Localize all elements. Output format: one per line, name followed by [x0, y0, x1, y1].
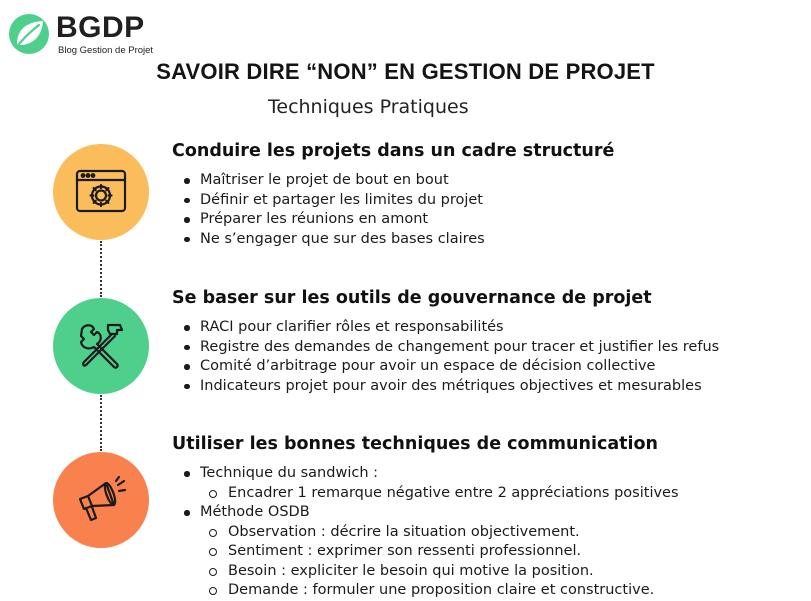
section-2-list: [182, 318, 719, 396]
list-item: Définir et partager les limites du projet: [182, 191, 485, 211]
list-item: Indicateurs projet pour avoir des métriques objectives et mesurables: [182, 377, 719, 397]
list-item: Méthode OSDB: [182, 503, 679, 523]
list-subitem: Encadrer 1 remarque négative entre 2 appréciations positives: [182, 484, 679, 504]
list-item: Technique du sandwich :: [182, 464, 679, 484]
section-3-list: [182, 464, 679, 601]
list-item: Comité d’arbitrage pour avoir un espace de décision collective: [182, 357, 719, 377]
list-item: Préparer les réunions en amont: [182, 210, 485, 230]
wrench-hammer-icon: [72, 317, 130, 375]
list-item: RACI pour clarifier rôles et responsabilités: [182, 318, 719, 338]
megaphone-icon: [72, 471, 130, 529]
brand-tagline: Blog Gestion de Projet: [58, 45, 154, 56]
section-1-icon-circle: [53, 144, 149, 240]
list-subitem: Besoin : expliciter le besoin qui motive la position.: [182, 562, 679, 582]
list-item: Maîtriser le projet de bout en bout: [182, 171, 485, 191]
section-1-list: [182, 171, 485, 249]
brand-logo: [8, 10, 158, 56]
connector-dots: [100, 395, 102, 451]
connector-dots: [100, 241, 102, 297]
brand-name: BGDP: [56, 11, 145, 44]
settings-window-icon: [72, 163, 130, 221]
list-subitem: Demande : formuler une proposition claire et constructive.: [182, 581, 679, 601]
list-subitem: Observation : décrire la situation objectivement.: [182, 523, 679, 543]
page-subtitle: Techniques Pratiques: [268, 96, 469, 118]
section-3-icon-circle: [53, 452, 149, 548]
section-title: Se baser sur les outils de gouvernance de projet: [172, 288, 652, 308]
section-title: Utiliser les bonnes techniques de communication: [172, 434, 658, 454]
section-title: Conduire les projets dans un cadre structuré: [172, 141, 615, 161]
list-item: Registre des demandes de changement pour tracer et justifier les refus: [182, 338, 719, 358]
list-item: Ne s’engager que sur des bases claires: [182, 230, 485, 250]
list-subitem: Sentiment : exprimer son ressenti professionnel.: [182, 542, 679, 562]
leaf-logo-icon: [8, 13, 50, 55]
page-title: SAVOIR DIRE “NON” EN GESTION DE PROJET: [156, 59, 655, 84]
section-2-icon-circle: [53, 298, 149, 394]
